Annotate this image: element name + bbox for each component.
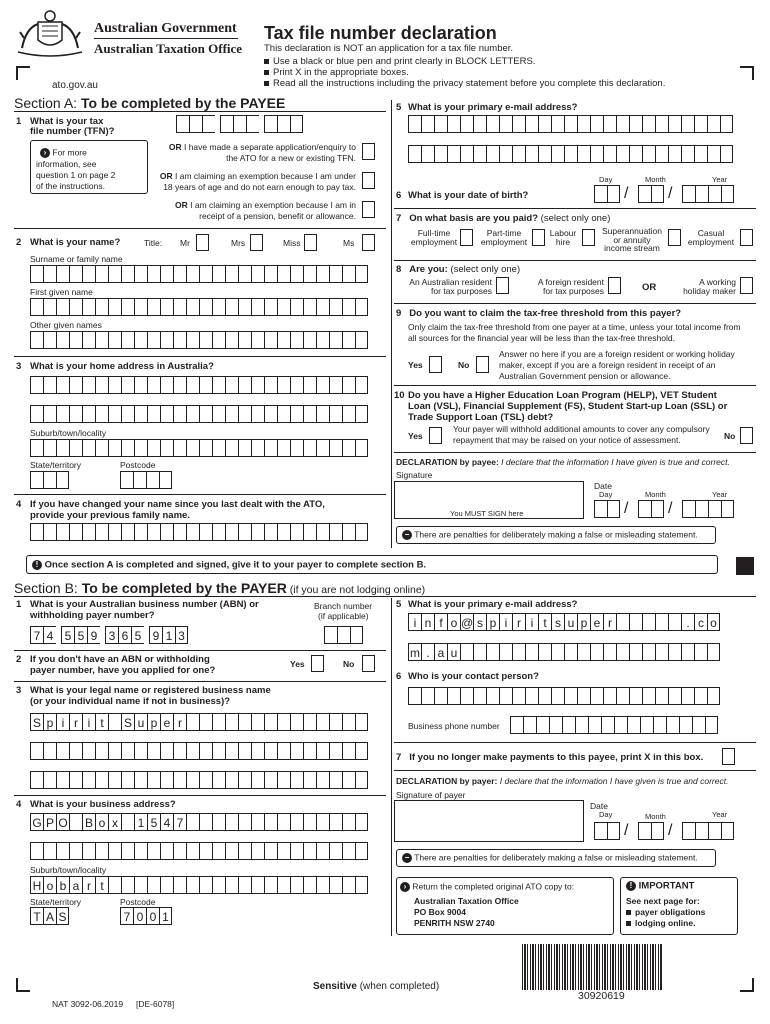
q5-num: 5 [396,102,402,113]
rule [394,770,756,771]
pay-casual-checkbox[interactable] [740,229,753,246]
q10-yes-label: Yes [408,431,423,441]
payer-year-input[interactable] [682,822,734,840]
form-subtitle: This declaration is NOT an application for a tax file number. [264,43,514,54]
title-miss: Miss [283,238,301,248]
q6-num: 6 [396,190,402,201]
business-name-line-3[interactable] [30,771,368,789]
postcode-label: Postcode [120,460,156,470]
form-title: Tax file number declaration [264,23,497,43]
rule [14,650,386,651]
b-q6-label: Who is your contact person? [408,671,539,682]
q10-no-checkbox[interactable] [740,427,753,444]
q9-note-2: all sources for the financial year will be less than the tax-free threshold. [408,333,675,343]
other-names-label: Other given names [30,320,102,330]
b-q2-yes-label: Yes [290,659,305,669]
title-mrs-checkbox[interactable] [250,234,263,251]
payer-email-line-1[interactable]: i n f o @ s p i r i t s u p e r . c o [408,613,720,631]
title-mr-checkbox[interactable] [196,234,209,251]
business-address-line-1[interactable]: G P O B o x 1 5 4 7 [30,813,368,831]
b-q3-num: 3 [16,685,22,696]
sign-year-input[interactable] [682,500,734,518]
foreign-resident-label: A foreign resident for tax purposes [537,277,604,296]
dob-day-input[interactable] [594,185,620,203]
other-names-input[interactable] [30,331,368,349]
rule [394,452,756,453]
payer-signature-field[interactable] [394,800,584,842]
b-q1-label-2: withholding payer number? [30,610,155,621]
info-1: › For more [40,148,87,158]
first-name-input[interactable] [30,298,368,316]
important-item-1: payer obligations [626,908,705,917]
q8-or: OR [642,282,657,293]
q10-note-2: repayment that may be raised on your notice of assessment. [453,435,681,445]
q10-num: 10 [394,390,405,401]
tfn-option-2: OR I am claiming an exemption because I am under [159,171,356,181]
dob-year-label: Year [712,175,728,184]
pay-super-label: Superannuation or annuity income stream [601,226,663,253]
date-separator: / [668,500,673,517]
section-b-title: Section B: To be completed by the PAYER (if you are not lodging online) [14,580,426,596]
barcode-number: 30920619 [578,990,625,1002]
alert-icon: ! [626,881,636,891]
arrow-right-icon: › [40,148,50,158]
business-state-input[interactable]: T A S [30,907,69,925]
title-miss-checkbox[interactable] [304,234,317,251]
must-sign-note: You MUST SIGN here [450,509,524,518]
b-q2-no-checkbox[interactable] [362,655,375,672]
b-suburb-label: Suburb/town/locality [30,865,107,875]
tfn-option-2b: 18 years of age and do not earn enough to pay tax. [163,182,356,192]
b-postcode-label: Postcode [120,897,156,907]
sign-month-input[interactable] [638,500,664,518]
date-label: Date [594,481,612,491]
rule [394,742,756,743]
branch-label-2: (if applicable) [318,611,369,621]
date-separator: / [668,822,673,839]
rule [394,260,756,261]
q9-yes-checkbox[interactable] [429,356,442,373]
b-q5-label: What is your primary e-mail address? [408,599,578,610]
section-a-title: Section A: To be completed by the PAYEE [14,95,286,111]
tfn-option-3-checkbox[interactable] [362,201,375,218]
postcode-input[interactable] [120,471,172,489]
tfn-option-2-checkbox[interactable] [362,172,375,189]
see-next-page: See next page for: [626,896,700,906]
payee-penalty: − There are penalties for deliberately making a false or misleading statement. [402,530,698,540]
resident-label: An Australian resident for tax purposes [409,277,492,296]
q4-label-1: If you have changed your name since you last dealt with the ATO, [30,499,325,510]
gov-line-2: Australian Taxation Office [94,41,243,56]
home-address-line-2[interactable] [30,405,368,423]
dob-month-label: Month [645,175,666,184]
section-b-rule [14,596,756,597]
q1-label-2: file number (TFN)? [30,126,115,137]
rule [14,228,386,229]
business-name-line-2[interactable] [30,742,368,760]
payer-declaration: DECLARATION by payer: I declare that the information I have given is true and correct. [396,776,729,786]
state-label: State/territory [30,460,82,470]
date-separator: / [624,185,629,202]
b-q1-num: 1 [16,599,22,610]
dob-day-label: Day [599,175,613,184]
handover-text: ! Once section A is completed and signed, give it to your payer to complete section B. [32,560,426,570]
b-q7-label: 7 If you no longer make payments to this payee, print X in this box. [396,752,704,763]
tfn-option-3b: receipt of a pension, benefit or allowance. [199,211,356,221]
return-address-2: PO Box 9004 [414,907,466,917]
b-q3-label-2: (or your individual name if not in business)? [30,696,231,707]
payee-declaration: DECLARATION by payee: I declare that the information I have given is true and correct. [396,457,730,467]
rule [14,494,386,495]
q10-yes-checkbox[interactable] [429,427,442,444]
business-suburb-input[interactable]: H o b a r t [30,876,368,894]
return-label: › Return the completed original ATO copy to: [400,882,574,892]
section-a-rule [14,111,386,112]
sensitive-label: Sensitive (when completed) [313,981,440,992]
alert-icon: ! [32,560,42,570]
column-divider [391,100,392,548]
q5-label: What is your primary e-mail address? [408,102,578,113]
tfn-input[interactable] [176,115,303,133]
info-4: of the instructions. [36,181,105,191]
b-q5-num: 5 [396,599,402,610]
tfn-option-3: OR I am claiming an exemption because I am in [175,200,356,210]
home-address-line-1[interactable] [30,376,368,394]
pay-super-checkbox[interactable] [668,229,681,246]
tfn-option-1b: the ATO for a new or existing TFN. [226,153,356,163]
business-name-line-1[interactable]: S p i r i t S u p e r [30,713,368,731]
no-longer-paying-checkbox[interactable] [722,748,735,765]
signature-label: Signature [396,470,433,480]
arrow-right-icon: › [400,882,410,892]
tfn-option-1: OR I have made a separate application/enquiry to [168,142,356,152]
q2-label: What is your name? [30,237,121,248]
q3-num: 3 [16,361,22,372]
gov-divider [94,38,238,39]
b-q2-label-1: If you don't have an ABN or withholding [30,654,210,665]
q1-label-1: What is your tax [30,116,104,127]
q10-label-1: Do you have a Higher Education Loan Program (HELP), VET Student [408,390,717,401]
pay-parttime-label: Part-time employment [480,228,528,247]
q9-no-label: No [458,360,470,370]
payer-email-line-2[interactable]: m . a u [408,643,720,661]
pay-casual-label: Casual employment [687,228,735,247]
q10-label-3: Trade Support Loan (TSL) debt? [408,412,554,423]
q2-num: 2 [16,237,22,248]
first-name-label: First given name [30,287,93,297]
q7-label: 7 On what basis are you paid? (select only one) [396,213,611,224]
b-q2-no-label: No [343,659,355,669]
sign-year-label: Year [712,490,728,499]
website: ato.gov.au [52,80,98,91]
payer-month-label: Month [645,812,666,821]
payer-month-input[interactable] [638,822,664,840]
info-3: question 1 on page 2 [36,170,116,180]
column-divider [391,598,392,936]
title-mr: Mr [180,238,190,248]
branch-number-input[interactable] [324,626,363,644]
q3-label: What is your home address in Australia? [30,361,214,372]
corner-mark [16,978,30,992]
date-separator: / [624,500,629,517]
q4-num: 4 [16,499,22,510]
q9-answer-1: Answer no here if you are a foreign resident or working holiday [499,349,735,359]
b-q3-label-1: What is your legal name or registered business name [30,685,271,696]
instruction-2: Print X in the appropriate boxes. [264,68,409,78]
rule [394,208,756,209]
payee-email-line-2[interactable] [408,145,733,163]
barcode [522,944,662,990]
corner-mark [740,66,754,80]
surname-label: Surname or family name [30,254,123,264]
title-ms: Ms [343,238,355,248]
return-address-1: Australian Taxation Office [414,896,519,906]
date-separator: / [668,185,673,202]
business-postcode-input[interactable]: 7 0 0 1 [120,907,172,925]
rule [14,795,386,796]
rule [394,303,756,304]
q10-no-label: No [724,431,736,441]
rule [14,681,386,682]
b-q4-num: 4 [16,799,22,810]
q9-answer-2: maker, except if you are a foreign resident in receipt of an [499,360,716,370]
q9-no-checkbox[interactable] [476,356,489,373]
important-item-2: lodging online. [626,919,695,928]
q4-label-2: provide your previous family name. [30,510,190,521]
q10-label-2: Loan (VSL), Financial Supplement (FS), Student Start-up Loan (SSL) or [408,401,728,412]
surname-input[interactable] [30,265,368,283]
dob-year-input[interactable] [682,185,734,203]
resident-checkbox[interactable] [496,277,509,294]
nat-code: NAT 3092-06.2019 [52,999,124,1009]
foreign-resident-checkbox[interactable] [608,277,621,294]
coat-of-arms-logo [14,8,86,58]
payer-day-input[interactable] [594,822,620,840]
suburb-label: Suburb/town/locality [30,428,107,438]
title-ms-checkbox[interactable] [362,234,375,251]
payer-signature-label: Signature of payer [396,790,466,800]
important-title: ! IMPORTANT [626,881,694,891]
pay-labour-label: Labour hire [549,228,577,247]
q9-note-1: Only claim the tax-free threshold from one payer at a time, unless your total income from [408,322,741,332]
b-state-label: State/territory [30,897,82,907]
b-q2-yes-checkbox[interactable] [311,655,324,672]
sign-month-label: Month [645,490,666,499]
sign-day-label: Day [599,490,613,499]
q9-label: 9 Do you want to claim the tax-free threshold from this payer? [396,308,682,319]
b-q1-label-1: What is your Australian business number (ABN) or [30,599,259,610]
sign-day-input[interactable] [594,500,620,518]
suburb-input[interactable] [30,439,368,457]
q8-label: 8 Are you: (select only one) [396,264,521,275]
q10-note-1: Your payer will withhold additional amounts to cover any compulsory [453,424,710,434]
return-address-3: PENRITH NSW 2740 [414,918,495,928]
pay-fulltime-label: Full-time employment [410,228,458,247]
payee-email-line-1[interactable] [408,115,733,133]
tfn-option-1-checkbox[interactable] [362,143,375,160]
registration-mark [736,557,754,575]
b-q2-num: 2 [16,654,22,665]
q6-label: What is your date of birth? [408,190,529,201]
rule [394,385,756,386]
rule [14,356,386,357]
phone-label: Business phone number [408,721,500,731]
q9-answer-3: Australian Government pension or allowance. [499,371,671,381]
corner-mark [16,66,30,80]
business-address-line-2[interactable] [30,842,368,860]
working-holiday-label: A working holiday maker [683,277,736,296]
state-input[interactable] [30,471,69,489]
gov-line-1: Australian Government [94,21,237,36]
title-mrs: Mrs [231,238,246,248]
q9-yes-label: Yes [408,360,423,370]
pay-labour-checkbox[interactable] [582,229,595,246]
payer-day-label: Day [599,810,613,819]
contact-person-input[interactable] [408,687,720,705]
title-label: Title: [144,238,163,248]
instruction-3: Read all the instructions including the privacy statement before you complete this declaration. [264,79,665,89]
business-phone-input[interactable] [510,716,718,734]
dob-month-input[interactable] [638,185,664,203]
payer-year-label: Year [712,810,728,819]
b-q6-num: 6 [396,671,402,682]
minus-icon: − [402,853,412,863]
pay-parttime-checkbox[interactable] [532,229,545,246]
corner-mark [740,978,754,992]
info-2: information, see [36,159,97,169]
previous-name-input[interactable] [30,523,368,541]
payer-penalty: − There are penalties for deliberately making a false or misleading statement. [402,853,698,863]
working-holiday-checkbox[interactable] [740,277,753,294]
de-code: [DE-6078] [136,999,175,1009]
instruction-1: Use a black or blue pen and print clearly in BLOCK LETTERS. [264,57,535,67]
minus-icon: − [402,530,412,540]
pay-fulltime-checkbox[interactable] [460,229,473,246]
q1-num: 1 [16,116,22,127]
branch-label-1: Branch number [314,601,373,611]
b-q2-label-2: payer number, have you applied for one? [30,665,216,676]
abn-input[interactable]: 7 4 5 5 9 3 6 5 9 1 3 [30,626,188,644]
payer-date-label: Date [590,801,608,811]
date-separator: / [624,822,629,839]
b-q4-label: What is your business address? [30,799,176,810]
